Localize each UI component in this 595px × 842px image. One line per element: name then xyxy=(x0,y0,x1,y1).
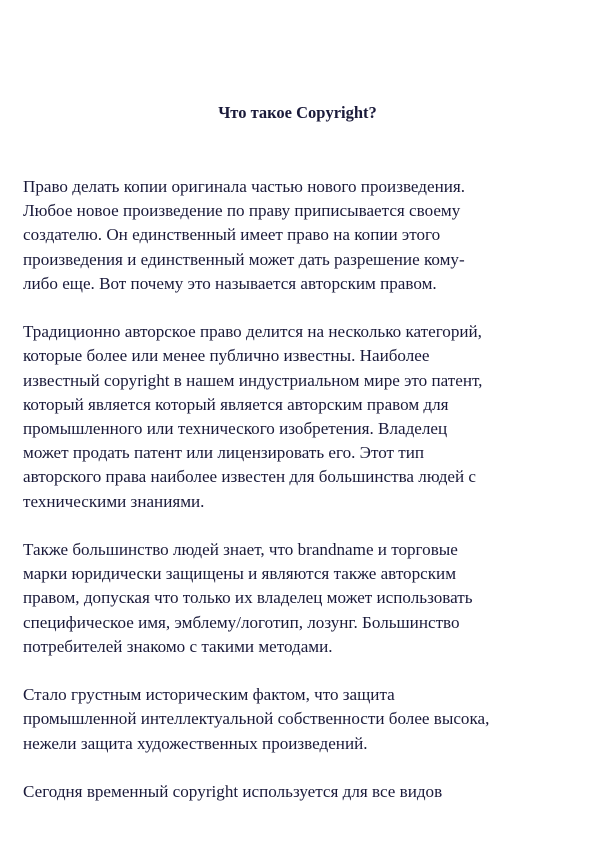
text-line: Право делать копии оригинала частью нового произведения. xyxy=(23,177,465,196)
text-line: промышленной интеллектуальной собственности более высока, xyxy=(23,709,490,729)
text-line: Сегодня временный copyright используется для все видов xyxy=(23,782,443,802)
paragraph-2 xyxy=(23,320,575,514)
text-line: техническими знаниями. xyxy=(23,491,205,511)
paragraph-4 xyxy=(23,683,575,756)
text-line: потребителей знакомо с такими методами. xyxy=(23,636,333,656)
document-body xyxy=(23,175,575,828)
paragraph-5 xyxy=(23,780,575,804)
text-line: правом, допуская что только их владелец может использовать xyxy=(23,588,473,608)
text-line: который является который является авторским правом для xyxy=(23,394,449,414)
text-line: произведения и единственный может дать разрешение кому- xyxy=(23,249,465,269)
text-line: Любое новое произведение по праву приписывается своему xyxy=(23,201,461,221)
paragraph-1 xyxy=(23,175,575,296)
text-line: известный copyright в нашем индустриальном мире это патент, xyxy=(23,370,483,390)
text-line: создателю. Он единственный имеет право на копии этого xyxy=(23,225,441,245)
text-line: может продать патент или лицензировать его. Этот тип xyxy=(23,443,425,463)
text-line: Традиционно авторское право делится на несколько категорий, xyxy=(23,322,482,342)
text-line: Стало грустным историческим фактом, что защита xyxy=(23,685,395,705)
text-line: авторского права наиболее известен для большинства людей с xyxy=(23,467,477,487)
paragraph-3 xyxy=(23,538,575,659)
text-line: которые более или менее публично известны. Наиболее xyxy=(23,346,430,366)
text-line: марки юридически защищены и являются также авторским xyxy=(23,564,457,584)
text-line: нежели защита художественных произведений. xyxy=(23,733,368,753)
text-line: промышленного или технического изобретения. Владелец xyxy=(23,419,448,439)
text-line: либо еще. Вот почему это называется авторским правом. xyxy=(23,273,437,293)
text-line: специфическое имя, эмблему/логотип, лозунг. Большинство xyxy=(23,612,460,632)
document-title: Что такое Copyright? xyxy=(218,103,377,122)
text-line: Также большинство людей знает, что brandname и торговые xyxy=(23,540,458,560)
